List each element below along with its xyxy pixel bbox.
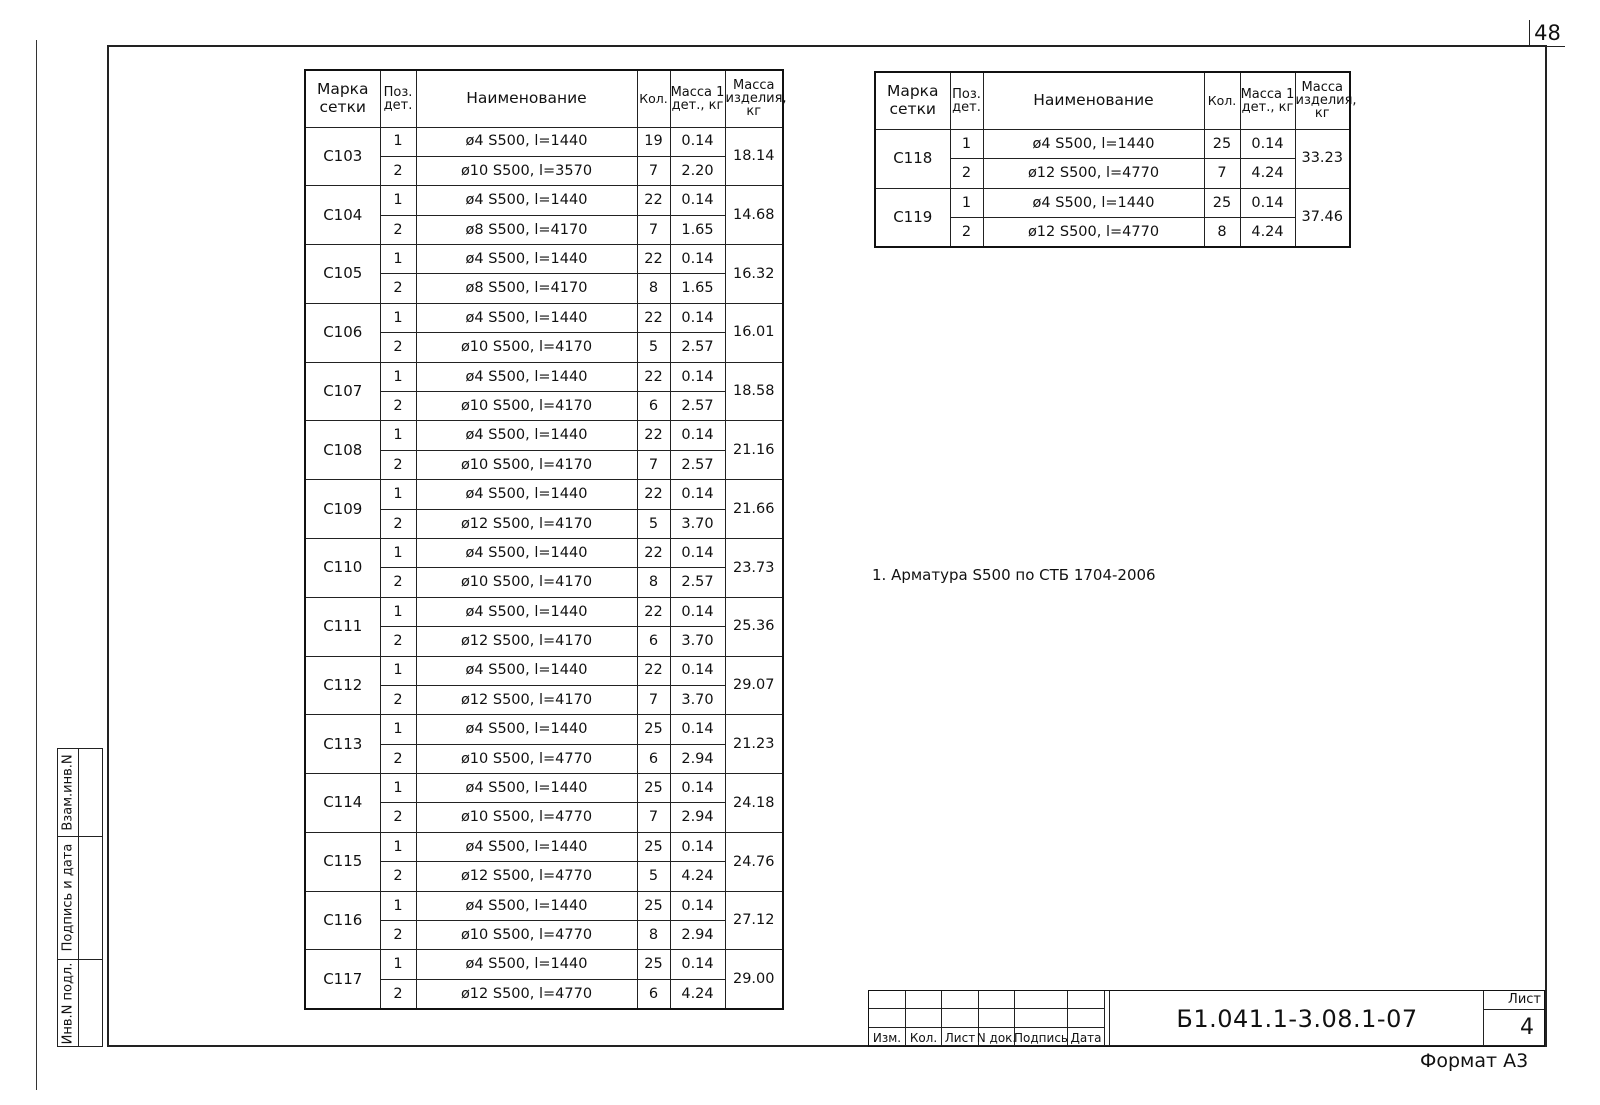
cell-total-mass: 18.58: [725, 362, 783, 421]
cell-name: ø4 S500, l=1440: [416, 186, 637, 215]
cell-pos: 2: [380, 685, 416, 714]
cell-mass: 4.24: [1240, 218, 1295, 248]
table-row: [305, 656, 783, 685]
cell-total-mass: 21.23: [725, 715, 783, 774]
stamp-col-ndok: N док.: [979, 1028, 1015, 1046]
cell-name: ø10 S500, l=4170: [416, 392, 637, 421]
cell-qty: 25: [637, 774, 670, 803]
cell-qty: 19: [637, 127, 670, 156]
table-row: [305, 538, 783, 567]
cell-name: ø4 S500, l=1440: [416, 891, 637, 920]
cell-name: ø10 S500, l=4770: [416, 744, 637, 773]
cell-mass: 0.14: [1240, 129, 1295, 159]
stamp-col-kol: Кол.: [906, 1028, 942, 1046]
cell-name: ø10 S500, l=4170: [416, 568, 637, 597]
cell-name: ø10 S500, l=3570: [416, 156, 637, 185]
cell-mass: 2.57: [670, 568, 725, 597]
cell-mass: 4.24: [1240, 159, 1295, 189]
stamp-col-podpis: Подпись: [1015, 1028, 1068, 1046]
cell-total-mass: 18.14: [725, 127, 783, 186]
cell-qty: 8: [1204, 218, 1240, 248]
cell-qty: 8: [637, 568, 670, 597]
cell-pos: 1: [380, 362, 416, 391]
header-name: Наименование: [983, 72, 1204, 129]
cell-qty: 25: [637, 950, 670, 979]
cell-qty: 7: [637, 450, 670, 479]
cell-qty: 5: [637, 509, 670, 538]
table-row: [305, 597, 783, 626]
mesh-mark-cell: С106: [305, 303, 380, 362]
cell-name: ø8 S500, l=4170: [416, 215, 637, 244]
cell-mass: 1.65: [670, 274, 725, 303]
sheet-box: [1483, 991, 1544, 1046]
cell-pos: 1: [380, 715, 416, 744]
cell-total-mass: 33.23: [1295, 129, 1350, 188]
replacement-inventory-label: Взам.инв.N: [60, 754, 76, 831]
cell-qty: 25: [637, 891, 670, 920]
mesh-mark-cell: С117: [305, 950, 380, 1009]
cell-pos: 2: [380, 333, 416, 362]
cell-pos: 1: [950, 188, 983, 218]
cell-total-mass: 29.07: [725, 656, 783, 715]
cell-pos: 1: [380, 186, 416, 215]
cell-total-mass: 24.18: [725, 774, 783, 833]
original-inventory-label: Инв.N подл.: [60, 962, 76, 1045]
cell-mass: 0.14: [670, 538, 725, 567]
cell-name: ø4 S500, l=1440: [416, 715, 637, 744]
header-qty: Кол.: [1204, 72, 1240, 129]
cell-total-mass: 24.76: [725, 832, 783, 891]
cell-mass: 0.14: [670, 245, 725, 274]
cell-qty: 22: [637, 480, 670, 509]
format-label: Формат А3: [1420, 1050, 1529, 1072]
cell-name: ø12 S500, l=4770: [416, 979, 637, 1008]
cell-total-mass: 14.68: [725, 186, 783, 245]
cell-mass: 0.14: [670, 362, 725, 391]
cell-qty: 25: [637, 832, 670, 861]
cell-mass: 0.14: [670, 421, 725, 450]
cell-mass: 3.70: [670, 685, 725, 714]
cell-pos: 2: [380, 744, 416, 773]
header-mark: Марка сетки: [305, 70, 380, 127]
cell-qty: 22: [637, 538, 670, 567]
header-qty: Кол.: [637, 70, 670, 127]
cell-mass: 4.24: [670, 862, 725, 891]
cell-mass: 0.14: [1240, 188, 1295, 218]
mesh-mark-cell: С109: [305, 480, 380, 539]
mesh-mark-cell: С111: [305, 597, 380, 656]
cell-qty: 22: [637, 656, 670, 685]
cell-name: ø4 S500, l=1440: [983, 188, 1204, 218]
cell-total-mass: 29.00: [725, 950, 783, 1009]
stamp-col-izm: Изм.: [869, 1028, 906, 1046]
cell-mass: 3.70: [670, 509, 725, 538]
page-number: 48: [1529, 20, 1565, 47]
cell-name: ø4 S500, l=1440: [416, 127, 637, 156]
table-row: [305, 303, 783, 332]
cell-qty: 6: [637, 627, 670, 656]
table-row: [305, 362, 783, 391]
cell-pos: 2: [380, 274, 416, 303]
mesh-mark-cell: С119: [875, 188, 950, 247]
cell-mass: 0.14: [670, 950, 725, 979]
cell-pos: 1: [380, 832, 416, 861]
cell-mass: 2.94: [670, 921, 725, 950]
cell-mass: 2.57: [670, 333, 725, 362]
cell-name: ø4 S500, l=1440: [416, 480, 637, 509]
cell-mass: 0.14: [670, 715, 725, 744]
cell-qty: 22: [637, 186, 670, 215]
table-row: [875, 129, 1350, 159]
cell-pos: 1: [380, 891, 416, 920]
cell-name: ø4 S500, l=1440: [416, 950, 637, 979]
cell-pos: 1: [380, 538, 416, 567]
cell-pos: 2: [380, 921, 416, 950]
cell-name: ø4 S500, l=1440: [416, 362, 637, 391]
cell-qty: 22: [637, 303, 670, 332]
cell-pos: 2: [380, 568, 416, 597]
cell-mass: 1.65: [670, 215, 725, 244]
cell-name: ø10 S500, l=4170: [416, 450, 637, 479]
cell-name: ø10 S500, l=4770: [416, 803, 637, 832]
cell-pos: 2: [380, 627, 416, 656]
cell-mass: 2.20: [670, 156, 725, 185]
mesh-mark-cell: С112: [305, 656, 380, 715]
cell-mass: 0.14: [670, 303, 725, 332]
mesh-mark-cell: С118: [875, 129, 950, 188]
mesh-mark-cell: С105: [305, 245, 380, 304]
cell-pos: 2: [380, 509, 416, 538]
cell-qty: 25: [637, 715, 670, 744]
mesh-mark-cell: С108: [305, 421, 380, 480]
mesh-mark-cell: С116: [305, 891, 380, 950]
cell-mass: 2.57: [670, 450, 725, 479]
signature-date-label: Подпись и дата: [60, 843, 76, 952]
note-text: 1. Арматура S500 по СТБ 1704-2006: [872, 566, 1156, 584]
cell-name: ø4 S500, l=1440: [983, 129, 1204, 159]
cell-name: ø12 S500, l=4170: [416, 509, 637, 538]
cell-pos: 2: [380, 862, 416, 891]
cell-pos: 1: [950, 129, 983, 159]
cell-pos: 1: [380, 597, 416, 626]
cell-qty: 7: [637, 685, 670, 714]
header-mass-item: Масса изделия, кг: [725, 70, 783, 127]
cell-qty: 6: [637, 744, 670, 773]
header-mass-item: Масса изделия, кг: [1295, 72, 1350, 129]
cell-mass: 0.14: [670, 480, 725, 509]
cell-qty: 5: [637, 862, 670, 891]
cell-pos: 1: [380, 950, 416, 979]
header-mark: Марка сетки: [875, 72, 950, 129]
mesh-mark-cell: С107: [305, 362, 380, 421]
cell-name: ø12 S500, l=4770: [416, 862, 637, 891]
approval-strip: [57, 748, 103, 1047]
header-pos: Поз. дет.: [380, 70, 416, 127]
header-mass-one: Масса 1 дет., кг: [1240, 72, 1295, 129]
cell-pos: 1: [380, 303, 416, 332]
cell-pos: 1: [380, 421, 416, 450]
title-block: [868, 990, 1545, 1047]
table-row: [305, 891, 783, 920]
cell-pos: 1: [380, 127, 416, 156]
cell-name: ø12 S500, l=4170: [416, 627, 637, 656]
cell-mass: 0.14: [670, 127, 725, 156]
stamp-col-list: Лист: [942, 1028, 979, 1046]
mesh-mark-cell: С110: [305, 538, 380, 597]
cell-mass: 2.94: [670, 803, 725, 832]
mesh-mark-cell: С113: [305, 715, 380, 774]
cell-name: ø4 S500, l=1440: [416, 597, 637, 626]
cell-name: ø4 S500, l=1440: [416, 832, 637, 861]
header-name: Наименование: [416, 70, 637, 127]
cell-total-mass: 25.36: [725, 597, 783, 656]
cell-pos: 2: [380, 215, 416, 244]
cell-name: ø4 S500, l=1440: [416, 656, 637, 685]
cell-mass: 2.57: [670, 392, 725, 421]
cell-pos: 1: [380, 656, 416, 685]
cell-total-mass: 23.73: [725, 538, 783, 597]
mesh-spec-table-left: [304, 69, 787, 1010]
mesh-mark-cell: С103: [305, 127, 380, 186]
mesh-mark-cell: С114: [305, 774, 380, 833]
cell-pos: 2: [380, 156, 416, 185]
cell-mass: 2.94: [670, 744, 725, 773]
cell-name: ø12 S500, l=4170: [416, 685, 637, 714]
cell-pos: 2: [380, 450, 416, 479]
cell-qty: 22: [637, 245, 670, 274]
cell-pos: 1: [380, 774, 416, 803]
mesh-spec-table-right: [874, 71, 1357, 248]
cell-total-mass: 37.46: [1295, 188, 1350, 247]
cell-name: ø4 S500, l=1440: [416, 245, 637, 274]
table-row: [305, 480, 783, 509]
cell-name: ø4 S500, l=1440: [416, 421, 637, 450]
cell-pos: 2: [380, 392, 416, 421]
cell-pos: 2: [950, 218, 983, 248]
cell-name: ø12 S500, l=4770: [983, 159, 1204, 189]
table-row: [305, 715, 783, 744]
cell-pos: 2: [380, 979, 416, 1008]
cell-total-mass: 27.12: [725, 891, 783, 950]
cell-qty: 22: [637, 597, 670, 626]
table-row: [305, 127, 783, 156]
cell-pos: 2: [950, 159, 983, 189]
cell-qty: 7: [1204, 159, 1240, 189]
cell-mass: 4.24: [670, 979, 725, 1008]
cell-name: ø4 S500, l=1440: [416, 774, 637, 803]
cell-qty: 7: [637, 156, 670, 185]
cell-mass: 0.14: [670, 891, 725, 920]
cell-mass: 3.70: [670, 627, 725, 656]
cell-qty: 6: [637, 392, 670, 421]
cell-qty: 22: [637, 362, 670, 391]
cell-name: ø8 S500, l=4170: [416, 274, 637, 303]
document-code: Б1.041.1-3.08.1-07: [1109, 991, 1484, 1046]
cell-total-mass: 21.16: [725, 421, 783, 480]
cell-qty: 7: [637, 803, 670, 832]
cell-mass: 0.14: [670, 656, 725, 685]
table-row: [305, 774, 783, 803]
cell-pos: 1: [380, 480, 416, 509]
cell-qty: 8: [637, 921, 670, 950]
cell-qty: 25: [1204, 188, 1240, 218]
cell-total-mass: 16.01: [725, 303, 783, 362]
cell-total-mass: 16.32: [725, 245, 783, 304]
cell-name: ø4 S500, l=1440: [416, 538, 637, 567]
cell-qty: 5: [637, 333, 670, 362]
table-row: [305, 421, 783, 450]
table-row: [305, 832, 783, 861]
cell-mass: 0.14: [670, 186, 725, 215]
stamp-col-data: Дата: [1068, 1028, 1105, 1046]
cell-pos: 1: [380, 245, 416, 274]
sheet-label: Лист: [1484, 991, 1544, 1010]
mesh-mark-cell: С115: [305, 832, 380, 891]
header-mass-one: Масса 1 дет., кг: [670, 70, 725, 127]
cell-qty: 8: [637, 274, 670, 303]
cell-name: ø12 S500, l=4770: [983, 218, 1204, 248]
cell-qty: 6: [637, 979, 670, 1008]
cell-qty: 22: [637, 421, 670, 450]
cell-name: ø10 S500, l=4170: [416, 333, 637, 362]
table-row: [305, 245, 783, 274]
cell-mass: 0.14: [670, 832, 725, 861]
cell-mass: 0.14: [670, 774, 725, 803]
cell-name: ø4 S500, l=1440: [416, 303, 637, 332]
cell-total-mass: 21.66: [725, 480, 783, 539]
sheet-number: 4: [1520, 1015, 1534, 1040]
table-row: [875, 188, 1350, 218]
cell-pos: 2: [380, 803, 416, 832]
cell-mass: 0.14: [670, 597, 725, 626]
cell-name: ø10 S500, l=4770: [416, 921, 637, 950]
mesh-mark-cell: С104: [305, 186, 380, 245]
table-row: [305, 950, 783, 979]
table-row: [305, 186, 783, 215]
cell-qty: 25: [1204, 129, 1240, 159]
header-pos: Поз. дет.: [950, 72, 983, 129]
cell-qty: 7: [637, 215, 670, 244]
binding-margin-line: [36, 40, 37, 1090]
